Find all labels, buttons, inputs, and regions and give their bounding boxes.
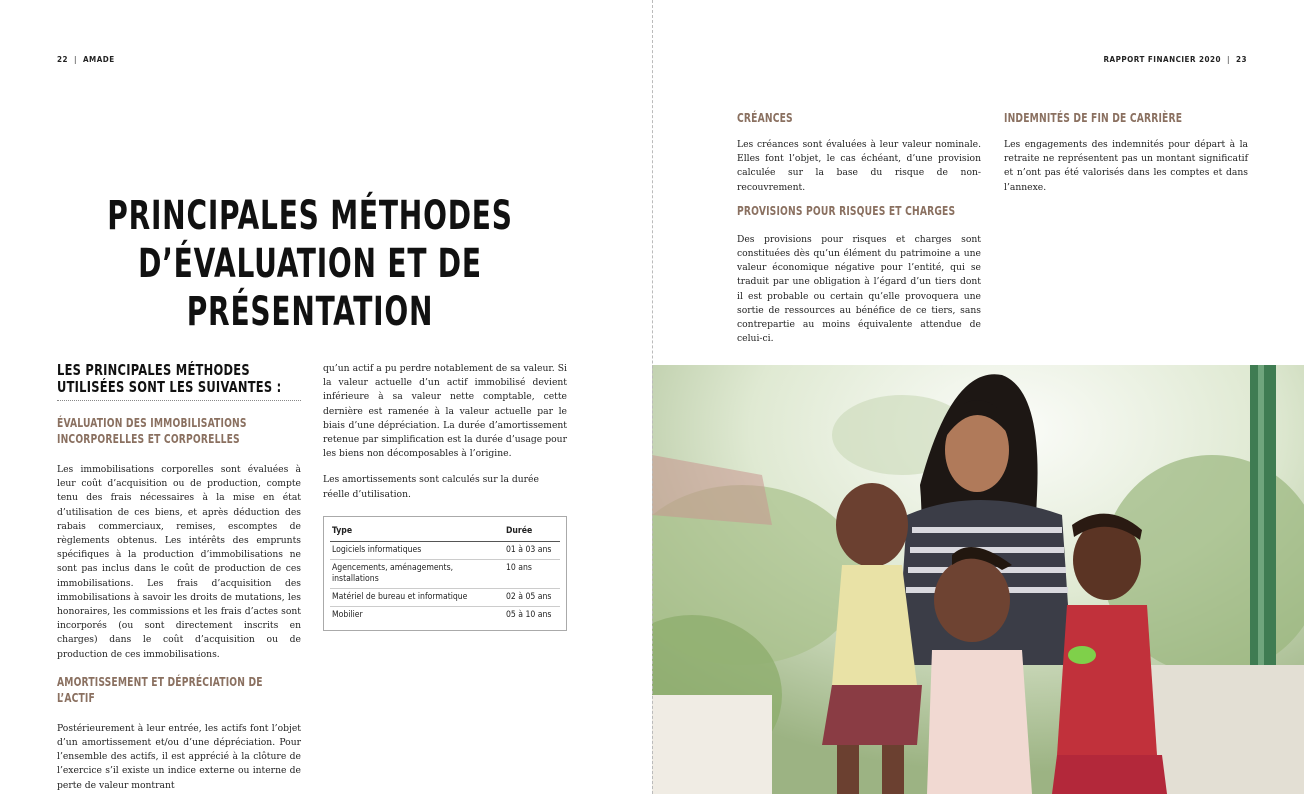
section-title-line1: LES PRINCIPALES MÉTHODES: [57, 361, 250, 379]
page-title-line2: D’ÉVALUATION ET DE PRÉSENTATION: [138, 241, 482, 335]
table-row: [330, 607, 560, 625]
page-fold: [652, 0, 653, 794]
immo-paragraph: Les immobilisations corporelles sont évaluées à leur coût d’acquisition ou de production, compte tenu des frais nécessaires à la mise en état d’utilisation de ces biens, et après déduction des rabais commerciaux, remises, escomptes de règlements obtenus. Les intérêts des emprunts spécifiques à la production d’immobilisations ne sont pas inclus dans le coût de production de ces immobilisations. Les frais d’acquisition des immobilisations à savoir les droits de mutations, les honoraires, les commissions et les frais d’actes sont incorporés (ou sont directement inscrits en charges) dans le coût d’acquisition ou de production de ces immobilisations.: [57, 464, 301, 660]
amort-heading: AMORTISSEMENT ET DÉPRÉCIATION DE L’ACTIF: [57, 674, 263, 705]
table-cell-duree: 10 ans: [504, 560, 560, 589]
children-photo: [652, 365, 1304, 794]
section-title-line2: UTILISÉES SONT LES SUIVANTES :: [57, 378, 282, 396]
left-folio-label: AMADE: [82, 55, 115, 64]
immo-heading-line1: ÉVALUATION DES IMMOBILISATIONS: [57, 416, 247, 430]
section-title: [57, 362, 302, 396]
creances-heading: CRÉANCES: [737, 111, 793, 125]
indemnites-heading: INDEMNITÉS DE FIN DE CARRIÈRE: [1004, 111, 1183, 125]
photo-illustration: [652, 365, 1304, 794]
provisions-paragraph: Des provisions pour risques et charges sont constituées dès qu’un élément du patrimoine a une valeur économique négative pour l’entité, qui se traduit par une obligation à l’égard d’un tiers dont il est probable ou certain qu’elle provoquera une sortie de ressources au bénéfice de ce tiers, sans contrepartie au moins équivalente attendue de celui-ci.: [737, 233, 981, 345]
depreciation-table-box: [323, 516, 567, 631]
left-column-2: [323, 362, 567, 631]
table-cell-type: Logiciels informatiques: [330, 542, 504, 560]
table-cell-duree: 01 à 03 ans: [504, 542, 560, 560]
amort-paragraph: Postérieurement à leur entrée, les actifs font l’objet d’un amortissement et/ou d’une dépréciation. Pour l’ensemble des actifs, il est apprécié à la clôture de l’exercice s’il existe un indice externe ou interne de perte de valeur montrant: [57, 722, 301, 791]
page-title: [92, 192, 529, 336]
col2-paragraph-2: Les amortissements sont calculés sur la durée réelle d’utilisation.: [323, 474, 539, 500]
table-row: [330, 542, 560, 560]
left-column-1: [57, 362, 301, 793]
right-page-number: 23: [1235, 55, 1247, 64]
immo-heading: [57, 415, 302, 447]
depreciation-table: [330, 521, 560, 624]
left-page-number: 22: [57, 55, 69, 64]
right-column-1: [737, 110, 981, 346]
right-folio: RAPPORT FINANCIER 2020 | 23: [1103, 55, 1247, 64]
table-cell-type: Matériel de bureau et informatique: [330, 589, 504, 607]
table-cell-type: Mobilier: [332, 610, 363, 621]
table-header-duree: Durée: [504, 521, 560, 542]
table-cell-duree: 02 à 05 ans: [504, 589, 560, 607]
creances-paragraph: Les créances sont évaluées à leur valeur nominale. Elles font l’objet, le cas échéant, d’une provision calculée sur la base du risque de non-recouvrement.: [737, 139, 981, 193]
table-header-type: Type: [330, 521, 504, 542]
col2-paragraph-1: qu’un actif a pu perdre notablement de sa valeur. Si la valeur actuelle d’un actif immobilisé devient inférieure à sa valeur nette comptable, cette dernière est ramenée à la valeur actuelle par le biais d’une dépréciation. La durée d’amortissement retenue par simplification est la durée d’usage pour les biens non décomposables à l’origine.: [323, 363, 567, 460]
provisions-heading: PROVISIONS POUR RISQUES ET CHARGES: [737, 203, 956, 218]
page-title-line1: PRINCIPALES MÉTHODES: [107, 193, 513, 239]
table-cell-type: Agencements, aménagements, installations: [330, 560, 504, 589]
immo-heading-line2: INCORPORELLES ET CORPORELLES: [57, 432, 240, 446]
right-column-2: [1004, 110, 1248, 195]
indemnites-paragraph: Les engagements des indemnités pour départ à la retraite ne représentent pas un montant significatif et n’ont pas été valorisés dans les comptes et dans l’annexe.: [1004, 139, 1248, 193]
left-folio: 22 | AMADE: [57, 55, 115, 64]
table-row: [330, 589, 560, 607]
table-cell-duree: 05 à 10 ans: [506, 610, 552, 621]
table-header-row: [330, 521, 560, 542]
table-row: [330, 560, 560, 589]
dotted-divider: [57, 400, 301, 401]
right-folio-label: RAPPORT FINANCIER 2020: [1103, 55, 1222, 64]
